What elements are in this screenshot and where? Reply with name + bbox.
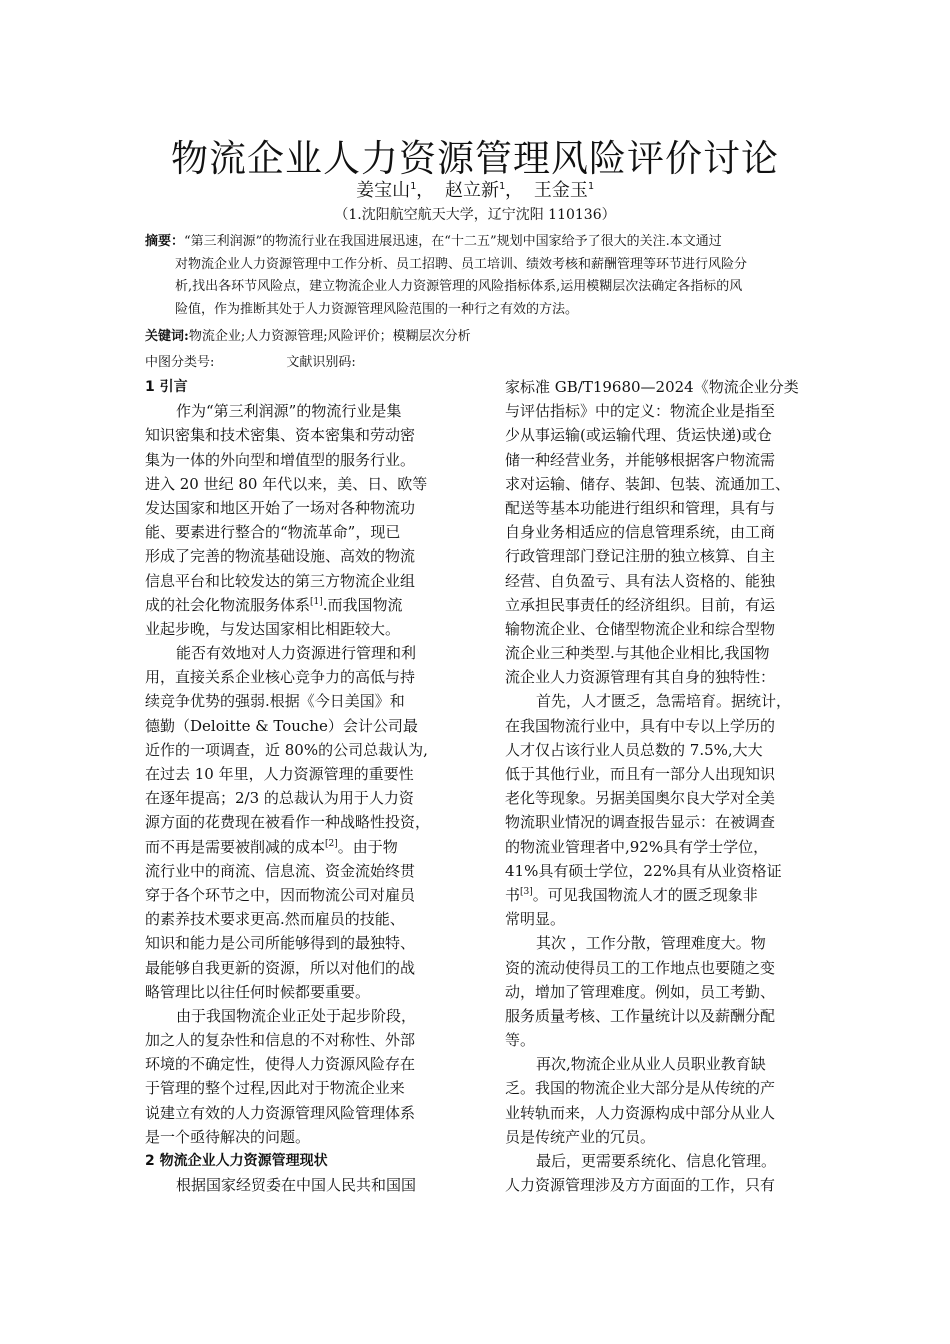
- body-text-line: 业转轨而来，人力资源构成中部分从业人: [505, 1103, 776, 1122]
- body-text-line: 物流职业情况的调查报告显示：在被调查: [505, 813, 776, 832]
- abstract-line: 险值，作为推断其处于人力资源管理风险范围的一种行之有效的方法。: [175, 301, 579, 317]
- abstract: [145, 231, 810, 321]
- classification-line: [145, 351, 356, 370]
- affiliation: （1.沈阳航空航天大学，辽宁沈阳 110136）: [334, 207, 616, 223]
- class-number-label: 中图分类号:: [145, 355, 215, 370]
- body-text-line: 等。: [505, 1031, 536, 1050]
- left-column: [145, 375, 450, 1197]
- body-text-line: 书[3]。可见我国物流人才的匮乏现象非: [505, 885, 758, 904]
- body-text-line: 流行业中的商流、信息流、资金流始终贯: [145, 861, 416, 880]
- right-column: [505, 375, 815, 1197]
- body-text-line: 立承担民事责任的经济组织。目前，有运: [505, 595, 776, 614]
- body-text-line: 少从事运输(或运输代理、货运快递)或仓: [505, 426, 772, 445]
- body-text-line: 员是传统产业的冗员。: [505, 1127, 656, 1146]
- body-text-line: 输物流企业、仓储型物流企业和综合型物: [505, 619, 776, 638]
- keywords: [145, 325, 471, 344]
- body-text-line: 由于我国物流企业正处于起步阶段，: [176, 1006, 417, 1025]
- body-text-line: 与评估指标》中的定义：物流企业是指至: [505, 402, 776, 421]
- section-heading: 1 引言: [145, 379, 188, 395]
- body-text-line: 首先，人才匮乏，急需培育。据统计，: [536, 692, 792, 711]
- body-text-line: 经营、自负盈亏、具有法人资格的、能独: [505, 571, 776, 590]
- body-text-line: 源方面的花费现在被看作一种战略性投资，: [145, 813, 431, 832]
- body-text-line: 形成了完善的物流基础设施、高效的物流: [145, 547, 416, 566]
- author-name: 赵立新: [444, 180, 499, 201]
- body-text-line: 在过去 10 年里，人力资源管理的重要性: [145, 765, 414, 783]
- body-text-line: 略管理比以往任何时候都要重要。: [145, 982, 371, 1001]
- keywords-label: 关键词:: [145, 329, 189, 344]
- author-name: 姜宝山: [356, 180, 411, 201]
- body-text-line: 的物流业管理者中,92%具有学士学位，: [505, 837, 769, 856]
- body-text-line: 在逐年提高；2/3 的总裁认为用于人力资: [145, 789, 414, 808]
- body-text-line: 最后，更需要系统化、信息化管理。: [536, 1152, 777, 1170]
- body-text-line: 乏。我国的物流企业大部分是从传统的产: [505, 1079, 776, 1098]
- body-text-line: 德勤（Deloitte & Touche）会计公司最: [145, 716, 418, 735]
- body-text-line: 知识和能力是公司所能够得到的最独特、: [145, 934, 416, 953]
- author-separator: ，: [416, 180, 435, 201]
- author-affiliation-marker: 1: [587, 181, 594, 192]
- body-text-line: 储一种经营业务，并能够根据客户物流需: [505, 450, 776, 469]
- body-text-line: 加之人的复杂性和信息的不对称性、外部: [145, 1031, 416, 1050]
- body-text-line: 说建立有效的人力资源管理风险管理体系: [145, 1103, 416, 1122]
- citation-ref: [1]: [310, 596, 323, 607]
- section-heading: 2 物流企业人力资源管理现状: [145, 1153, 328, 1169]
- body-text-line: 发达国家和地区开始了一场对各种物流功: [145, 498, 416, 517]
- body-text-line: 其次 ，工作分散，管理难度大。物: [536, 934, 766, 953]
- body-text-line: 穿于各个环节之中，因而物流公司对雇员: [145, 885, 416, 904]
- abstract-line: 对物流企业人力资源管理中工作分析、员工招聘、员工培训、绩效考核和薪酬管理等环节进行风险分: [175, 256, 748, 272]
- citation-ref: [2]: [325, 838, 338, 849]
- citation-ref: [3]: [520, 886, 533, 897]
- body-text-line: 业起步晚，与发达国家相比相距较大。: [145, 619, 401, 638]
- body-text-line: 行政管理部门登记注册的独立核算、自主: [505, 547, 776, 566]
- body-text-line: 根据国家经贸委在中国人民共和国国: [176, 1176, 417, 1195]
- keywords-text: 物流企业;人力资源管理;风险评价；模糊层次分析: [188, 329, 471, 344]
- body-text-line: 续竞争优势的强弱.根据《今日美国》和: [145, 692, 405, 711]
- body-text-line: 用，直接关系企业核心竞争力的高低与持: [145, 668, 416, 687]
- body-text-line: 最能够自我更新的资源，所以对他们的战: [145, 958, 416, 977]
- body-text-line: 低于其他行业，而且有一部分人出现知识: [505, 765, 776, 783]
- body-text-line: 能否有效地对人力资源进行管理和利: [176, 644, 417, 663]
- body-text-line: 在我国物流行业中，具有中专以上学历的: [505, 716, 776, 735]
- paper-title: 物流企业人力资源管理风险评价讨论: [171, 137, 779, 180]
- body-text-line: 的素养技术要求更高.然而雇员的技能、: [145, 910, 405, 929]
- body-text-line: 家标准 GB/T19680—2024《物流企业分类: [505, 378, 799, 396]
- body-text-line: 配送等基本功能进行组织和管理，具有与: [505, 498, 776, 517]
- body-text-line: 41%具有硕士学位，22%具有从业资格证: [505, 861, 782, 880]
- body-text-line: 流企业人力资源管理有其自身的独特性：: [505, 668, 776, 687]
- body-text-line: 自身业务相适应的信息管理系统，由工商: [505, 523, 776, 542]
- author-affiliation-marker: 1: [410, 181, 417, 192]
- abstract-line: 析,找出各环节风险点，建立物流企业人力资源管理的风险指标体系,运用模糊层次法确定各指标的风: [175, 279, 743, 294]
- body-text-line: 而不再是需要被削减的成本[2]。由于物: [145, 837, 398, 856]
- body-text-line: 人才仅占该行业人员总数的 7.5%,大大: [505, 740, 763, 759]
- doc-code-label: 文献识别码:: [286, 355, 356, 370]
- body-text-line: 服务质量考核、工作量统计以及薪酬分配: [505, 1006, 776, 1025]
- body-text-line: 知识密集和技术密集、资本密集和劳动密: [145, 426, 416, 445]
- body-text-line: 人力资源管理涉及方方面面的工作，只有: [505, 1176, 776, 1195]
- body-text-line: 于管理的整个过程,因此对于物流企业来: [145, 1079, 405, 1098]
- body-text-line: 是一个亟待解决的问题。: [145, 1127, 311, 1146]
- body-text-line: 环境的不确定性，使得人力资源风险存在: [145, 1055, 416, 1074]
- abstract-line: [145, 231, 810, 254]
- body-text-line: 老化等现象。另据美国奥尔良大学对全美: [505, 789, 776, 808]
- body-text-line: 再次,物流企业从业人员职业教育缺: [536, 1055, 766, 1074]
- body-text-line: 集为一体的外向型和增值型的服务行业。: [145, 450, 416, 469]
- body-text-line: 作为“第三利润源”的物流行业是集: [176, 402, 402, 421]
- body-text-line: 能、要素进行整合的“物流革命”，现已: [145, 523, 401, 542]
- abstract-label: 摘要：: [145, 234, 185, 249]
- body-text-line: 常明显。: [505, 910, 566, 929]
- author-separator: ，: [505, 180, 524, 201]
- body-text-line: 进入 20 世纪 80 年代以来，美、日、欧等: [145, 474, 428, 493]
- body-text-line: 流企业三种类型.与其他企业相比,我国物: [505, 644, 770, 663]
- body-text-line: 资的流动使得员工的工作地点也要随之变: [505, 958, 776, 977]
- abstract-text: “第三利润源”的物流行业在我国进展迅速，在“十二五”规划中国家给予了很大的关注.本文通过: [184, 234, 722, 249]
- body-text-line: 近作的一项调查，近 80%的公司总裁认为,: [145, 740, 428, 759]
- body-text-line: 信息平台和比较发达的第三方物流企业组: [145, 571, 416, 590]
- body-text-line: 动，增加了管理难度。例如，员工考勤、: [505, 982, 776, 1001]
- author-affiliation-marker: 1: [498, 181, 506, 192]
- author-name: 王金玉: [533, 180, 588, 201]
- body-text-line: 成的社会化物流服务体系[1].而我国物流: [145, 595, 403, 614]
- body-text-line: 求对运输、储存、装卸、包装、流通加工、: [505, 474, 791, 493]
- author-list: [0, 176, 950, 202]
